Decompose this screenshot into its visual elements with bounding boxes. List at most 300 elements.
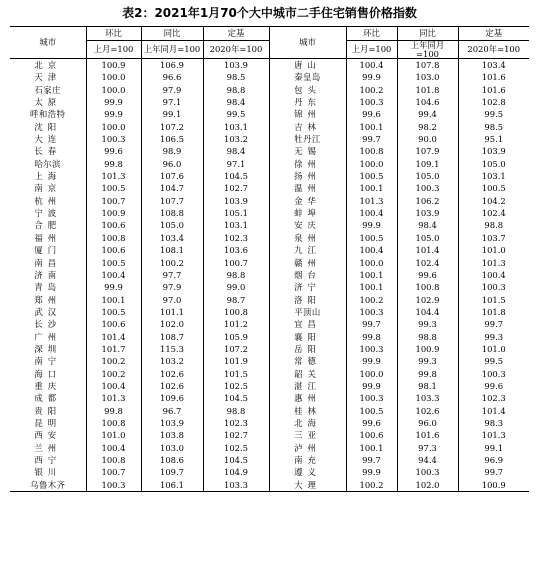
mom-value-left: 100.0 (86, 71, 141, 83)
base-value-right: 103.1 (458, 170, 529, 182)
base-value-right: 101.8 (458, 306, 529, 318)
mom-value-right: 99.6 (346, 417, 397, 429)
city-name-right: 温州 (269, 182, 346, 194)
base-value-left: 104.9 (203, 466, 269, 478)
yoy-value-left: 109.6 (141, 392, 203, 404)
base-value-left: 103.2 (203, 133, 269, 145)
yoy-value-left: 107.2 (141, 121, 203, 133)
yoy-value-left: 115.3 (141, 343, 203, 355)
mom-value-right: 100.8 (346, 145, 397, 157)
mom-value-left: 101.0 (86, 429, 141, 441)
yoy-value-right: 99.4 (397, 108, 458, 120)
yoy-value-right: 98.4 (397, 219, 458, 231)
base-value-right: 101.0 (458, 244, 529, 256)
base-value-left: 101.5 (203, 368, 269, 380)
mom-value-left: 100.1 (86, 294, 141, 306)
mom-value-right: 100.5 (346, 405, 397, 417)
yoy-value-left: 108.7 (141, 331, 203, 343)
yoy-value-left: 97.7 (141, 269, 203, 281)
yoy-value-right: 103.9 (397, 207, 458, 219)
base-value-left: 103.9 (203, 195, 269, 207)
base-value-right: 99.6 (458, 380, 529, 392)
table-row (10, 343, 529, 355)
mom-value-left: 100.9 (86, 59, 141, 72)
yoy-value-right: 101.4 (397, 244, 458, 256)
base-value-left: 98.8 (203, 84, 269, 96)
base-value-left: 101.9 (203, 355, 269, 367)
mom-value-right: 100.2 (346, 294, 397, 306)
mom-value-right: 99.9 (346, 380, 397, 392)
mom-value-left: 100.6 (86, 219, 141, 231)
yoy-value-left: 97.0 (141, 294, 203, 306)
yoy-value-left: 99.1 (141, 108, 203, 120)
yoy-value-left: 106.9 (141, 59, 203, 72)
table-row (10, 108, 529, 120)
city-name-right: 安庆 (269, 219, 346, 231)
table-row (10, 294, 529, 306)
yoy-value-right: 96.0 (397, 417, 458, 429)
mom-value-left: 99.8 (86, 405, 141, 417)
mom-value-right: 100.0 (346, 158, 397, 170)
city-name-left: 沈阳 (34, 121, 62, 132)
city-name-right: 洛阳 (269, 294, 346, 306)
base-value-right: 98.8 (458, 219, 529, 231)
yoy-value-right: 100.8 (397, 281, 458, 293)
base-value-right: 103.9 (458, 145, 529, 157)
mom-value-left: 100.5 (86, 182, 141, 194)
mom-value-right: 100.3 (346, 392, 397, 404)
mom-value-right: 100.3 (346, 96, 397, 108)
city-name-left: 长沙 (34, 319, 62, 330)
yoy-value-right: 98.2 (397, 121, 458, 133)
city-name-left: 银川 (34, 467, 62, 478)
mom-value-right: 100.4 (346, 207, 397, 219)
yoy-value-left: 97.9 (141, 84, 203, 96)
yoy-value-right: 94.4 (397, 454, 458, 466)
mom-value-right: 100.1 (346, 121, 397, 133)
yoy-header-right: 同比 (397, 27, 458, 41)
mom-value-left: 100.0 (86, 84, 141, 96)
base-value-right: 101.4 (458, 405, 529, 417)
base-sub-left: 2020年=100 (203, 41, 269, 59)
city-name-right: 吉林 (269, 121, 346, 133)
base-value-right: 99.3 (458, 331, 529, 343)
base-value-left: 98.5 (203, 71, 269, 83)
yoy-value-left: 103.9 (141, 417, 203, 429)
city-name-left: 南宁 (34, 356, 62, 367)
city-name-left: 深圳 (34, 343, 62, 354)
base-value-left: 102.5 (203, 442, 269, 454)
base-value-left: 103.1 (203, 219, 269, 231)
city-name-left: 哈尔滨 (34, 158, 62, 169)
table-row (10, 84, 529, 96)
city-name-left: 大连 (34, 134, 62, 145)
city-name-right: 大理 (269, 479, 346, 492)
city-name-right: 韶关 (269, 368, 346, 380)
table-row (10, 479, 529, 492)
yoy-value-right: 107.8 (397, 59, 458, 72)
yoy-value-left: 96.6 (141, 71, 203, 83)
city-name-right: 平顶山 (269, 306, 346, 318)
table-row (10, 392, 529, 404)
base-value-left: 104.5 (203, 392, 269, 404)
city-name-left: 呼和浩特 (30, 109, 66, 120)
city-name-right: 北海 (269, 417, 346, 429)
base-value-right: 99.7 (458, 318, 529, 330)
yoy-sub-right-line2: =100 (415, 48, 439, 59)
mom-value-right: 99.9 (346, 355, 397, 367)
base-value-left: 102.3 (203, 232, 269, 244)
table-row (10, 429, 529, 441)
yoy-value-left: 108.6 (141, 454, 203, 466)
base-value-left: 105.1 (203, 207, 269, 219)
base-value-right: 95.1 (458, 133, 529, 145)
table-row (10, 59, 529, 72)
city-name-left: 郑州 (34, 294, 62, 305)
yoy-value-right: 109.1 (397, 158, 458, 170)
yoy-value-left: 108.8 (141, 207, 203, 219)
city-name-right: 烟台 (269, 269, 346, 281)
mom-value-left: 100.2 (86, 355, 141, 367)
base-value-right: 102.4 (458, 207, 529, 219)
base-value-left: 99.0 (203, 281, 269, 293)
yoy-value-right: 104.6 (397, 96, 458, 108)
base-value-right: 99.7 (458, 466, 529, 478)
yoy-value-right: 107.9 (397, 145, 458, 157)
mom-value-left: 99.9 (86, 108, 141, 120)
base-value-left: 100.7 (203, 257, 269, 269)
city-name-right: 岳阳 (269, 343, 346, 355)
city-name-right: 遵义 (269, 466, 346, 478)
city-name-left: 天津 (34, 72, 62, 83)
yoy-value-right: 100.9 (397, 343, 458, 355)
city-name-right: 唐山 (269, 59, 346, 72)
table-row (10, 318, 529, 330)
base-value-left: 102.3 (203, 417, 269, 429)
yoy-sub-right-line1: 上年同月 (410, 40, 445, 50)
mom-value-left: 100.7 (86, 195, 141, 207)
yoy-value-left: 103.2 (141, 355, 203, 367)
city-name-right: 三亚 (269, 429, 346, 441)
mom-value-left: 101.3 (86, 170, 141, 182)
base-value-right: 104.2 (458, 195, 529, 207)
yoy-value-left: 103.0 (141, 442, 203, 454)
yoy-sub-right (397, 41, 458, 59)
base-value-left: 102.7 (203, 182, 269, 194)
table-row (10, 405, 529, 417)
city-header-right: 城市 (269, 27, 346, 59)
table-row (10, 145, 529, 157)
yoy-value-right: 103.3 (397, 392, 458, 404)
table-row (10, 133, 529, 145)
mom-value-left: 100.9 (86, 207, 141, 219)
city-name-left: 长春 (34, 146, 62, 157)
mom-value-left: 99.9 (86, 281, 141, 293)
yoy-value-right: 103.0 (397, 71, 458, 83)
base-value-left: 103.3 (203, 479, 269, 492)
mom-value-left: 100.4 (86, 442, 141, 454)
base-value-right: 99.5 (458, 355, 529, 367)
mom-value-left: 99.9 (86, 96, 141, 108)
city-name-right: 牡丹江 (269, 133, 346, 145)
base-value-right: 101.3 (458, 257, 529, 269)
yoy-value-right: 100.3 (397, 466, 458, 478)
city-name-left: 南京 (34, 183, 62, 194)
mom-value-right: 99.7 (346, 454, 397, 466)
mom-value-left: 100.6 (86, 244, 141, 256)
yoy-value-left: 109.7 (141, 466, 203, 478)
table-row (10, 368, 529, 380)
table-row (10, 121, 529, 133)
base-value-right: 100.3 (458, 368, 529, 380)
yoy-value-left: 108.1 (141, 244, 203, 256)
mom-value-left: 100.6 (86, 318, 141, 330)
yoy-header-left: 同比 (141, 27, 203, 41)
base-value-left: 102.5 (203, 380, 269, 392)
yoy-value-right: 97.3 (397, 442, 458, 454)
base-value-left: 103.6 (203, 244, 269, 256)
city-name-right: 赣州 (269, 257, 346, 269)
base-header-right: 定基 (458, 27, 529, 41)
base-value-right: 99.5 (458, 108, 529, 120)
base-value-left: 103.1 (203, 121, 269, 133)
base-value-right: 105.0 (458, 158, 529, 170)
yoy-value-right: 105.0 (397, 170, 458, 182)
yoy-value-right: 98.8 (397, 331, 458, 343)
base-value-right: 102.8 (458, 96, 529, 108)
mom-value-left: 100.8 (86, 232, 141, 244)
table-row (10, 417, 529, 429)
base-value-right: 99.1 (458, 442, 529, 454)
mom-value-left: 100.4 (86, 380, 141, 392)
base-value-right: 100.4 (458, 269, 529, 281)
table-row (10, 442, 529, 454)
mom-value-right: 100.0 (346, 257, 397, 269)
base-value-right: 100.9 (458, 479, 529, 492)
table-row (10, 207, 529, 219)
yoy-value-right: 99.3 (397, 355, 458, 367)
base-value-right: 96.9 (458, 454, 529, 466)
city-name-left: 西安 (34, 430, 62, 441)
table-row (10, 355, 529, 367)
city-name-left: 海口 (34, 368, 62, 379)
base-value-left: 98.8 (203, 269, 269, 281)
table-row (10, 454, 529, 466)
city-name-left: 乌鲁木齐 (10, 479, 86, 492)
base-header-left: 定基 (203, 27, 269, 41)
base-value-left: 102.7 (203, 429, 269, 441)
base-value-left: 105.9 (203, 331, 269, 343)
city-name-left: 武汉 (34, 306, 62, 317)
mom-value-left: 100.4 (86, 269, 141, 281)
table-row (10, 244, 529, 256)
base-value-left: 103.9 (203, 59, 269, 72)
city-name-right: 宜昌 (269, 318, 346, 330)
table-row (10, 96, 529, 108)
mom-value-left: 99.8 (86, 158, 141, 170)
base-value-left: 107.2 (203, 343, 269, 355)
table-row (10, 380, 529, 392)
yoy-value-right: 106.2 (397, 195, 458, 207)
yoy-value-left: 102.0 (141, 318, 203, 330)
table-row (10, 170, 529, 182)
mom-value-right: 99.7 (346, 318, 397, 330)
yoy-value-right: 90.0 (397, 133, 458, 145)
city-name-left: 南昌 (34, 257, 62, 268)
city-name-right: 无锡 (269, 145, 346, 157)
city-name-right: 泸州 (269, 442, 346, 454)
base-value-left: 99.5 (203, 108, 269, 120)
city-name-left: 广州 (34, 331, 62, 342)
base-value-right: 102.3 (458, 392, 529, 404)
yoy-value-right: 98.1 (397, 380, 458, 392)
yoy-value-right: 99.3 (397, 318, 458, 330)
mom-value-right: 99.7 (346, 133, 397, 145)
yoy-value-right: 102.6 (397, 405, 458, 417)
city-name-right: 蚌埠 (269, 207, 346, 219)
mom-value-right: 99.6 (346, 108, 397, 120)
city-name-left: 贵阳 (34, 405, 62, 416)
mom-value-left: 100.2 (86, 368, 141, 380)
city-name-left: 济南 (34, 269, 62, 280)
mom-value-right: 100.2 (346, 84, 397, 96)
base-value-right: 103.7 (458, 232, 529, 244)
yoy-value-left: 106.1 (141, 479, 203, 492)
yoy-sub-left: 上年同月=100 (141, 41, 203, 59)
mom-value-right: 100.1 (346, 442, 397, 454)
mom-value-left: 100.5 (86, 257, 141, 269)
city-name-right: 常德 (269, 355, 346, 367)
city-name-right: 包头 (269, 84, 346, 96)
table-row (10, 466, 529, 478)
table-row (10, 269, 529, 281)
yoy-value-right: 101.8 (397, 84, 458, 96)
base-value-right: 100.5 (458, 182, 529, 194)
yoy-value-right: 102.9 (397, 294, 458, 306)
mom-value-right: 99.9 (346, 71, 397, 83)
city-name-right: 扬州 (269, 170, 346, 182)
city-name-right: 湛江 (269, 380, 346, 392)
mom-value-right: 99.9 (346, 219, 397, 231)
mom-value-right: 100.4 (346, 59, 397, 72)
city-name-right: 丹东 (269, 96, 346, 108)
mom-value-right: 100.3 (346, 306, 397, 318)
mom-value-left: 100.3 (86, 479, 141, 492)
mom-value-right: 100.3 (346, 343, 397, 355)
base-value-right: 101.5 (458, 294, 529, 306)
base-value-right: 101.3 (458, 429, 529, 441)
mom-value-right: 100.5 (346, 232, 397, 244)
base-value-left: 98.4 (203, 145, 269, 157)
mom-value-right: 100.1 (346, 269, 397, 281)
mom-value-right: 100.2 (346, 479, 397, 492)
mom-value-right: 100.1 (346, 281, 397, 293)
city-name-right: 襄阳 (269, 331, 346, 343)
city-name-right: 锦州 (269, 108, 346, 120)
mom-value-left: 101.7 (86, 343, 141, 355)
base-value-right: 101.6 (458, 84, 529, 96)
mom-value-left: 100.3 (86, 133, 141, 145)
city-name-right: 徐州 (269, 158, 346, 170)
yoy-value-right: 102.4 (397, 257, 458, 269)
city-name-right: 泉州 (269, 232, 346, 244)
mom-header-right: 环比 (346, 27, 397, 41)
base-sub-right: 2020年=100 (458, 41, 529, 59)
base-value-right: 98.3 (458, 417, 529, 429)
mom-value-left: 100.0 (86, 121, 141, 133)
mom-value-left: 100.5 (86, 306, 141, 318)
yoy-value-right: 101.6 (397, 429, 458, 441)
table-title: 表2：2021年1月70个大中城市二手住宅销售价格指数 (122, 6, 417, 20)
yoy-value-right: 99.6 (397, 269, 458, 281)
yoy-value-right: 102.0 (397, 479, 458, 492)
city-name-left: 合肥 (34, 220, 62, 231)
table-row (10, 158, 529, 170)
yoy-value-left: 100.2 (141, 257, 203, 269)
yoy-value-left: 96.7 (141, 405, 203, 417)
yoy-value-left: 103.8 (141, 429, 203, 441)
mom-value-right: 99.9 (346, 466, 397, 478)
city-name-left: 青岛 (34, 282, 62, 293)
city-name-right: 桂林 (269, 405, 346, 417)
base-value-right: 101.0 (458, 343, 529, 355)
mom-value-left: 101.4 (86, 331, 141, 343)
yoy-value-left: 102.6 (141, 380, 203, 392)
mom-value-right: 101.3 (346, 195, 397, 207)
yoy-value-left: 106.5 (141, 133, 203, 145)
city-name-left: 西宁 (34, 455, 62, 465)
mom-value-right: 100.0 (346, 368, 397, 380)
yoy-value-right: 99.8 (397, 368, 458, 380)
yoy-value-left: 107.7 (141, 195, 203, 207)
city-name-left: 兰州 (34, 442, 62, 453)
yoy-value-left: 96.0 (141, 158, 203, 170)
base-value-right: 100.3 (458, 281, 529, 293)
base-value-left: 100.8 (203, 306, 269, 318)
mom-value-left: 100.8 (86, 454, 141, 466)
yoy-value-left: 105.0 (141, 219, 203, 231)
city-name-right: 南充 (269, 454, 346, 466)
yoy-value-left: 101.1 (141, 306, 203, 318)
mom-value-left: 99.6 (86, 145, 141, 157)
city-name-left: 太原 (34, 97, 62, 108)
yoy-value-right: 104.4 (397, 306, 458, 318)
mom-value-right: 100.6 (346, 429, 397, 441)
city-name-right: 金华 (269, 195, 346, 207)
base-value-left: 98.8 (203, 405, 269, 417)
city-name-right: 惠州 (269, 392, 346, 404)
yoy-value-left: 107.6 (141, 170, 203, 182)
base-value-left: 97.1 (203, 158, 269, 170)
city-name-left: 宁波 (34, 208, 62, 219)
mom-sub-right: 上月=100 (346, 41, 397, 59)
city-name-right: 秦皇岛 (269, 71, 346, 83)
table-row (10, 232, 529, 244)
table-row (10, 331, 529, 343)
city-name-left: 福州 (34, 232, 62, 243)
city-name-right: 九江 (269, 244, 346, 256)
mom-sub-left: 上月=100 (86, 41, 141, 59)
city-name-left: 石家庄 (34, 84, 62, 95)
base-value-left: 104.5 (203, 454, 269, 466)
yoy-value-right: 105.0 (397, 232, 458, 244)
city-name-left: 成都 (34, 393, 62, 404)
table-row (10, 71, 529, 83)
mom-value-right: 100.1 (346, 182, 397, 194)
yoy-value-right: 100.3 (397, 182, 458, 194)
mom-header-left: 环比 (86, 27, 141, 41)
yoy-value-left: 97.9 (141, 281, 203, 293)
